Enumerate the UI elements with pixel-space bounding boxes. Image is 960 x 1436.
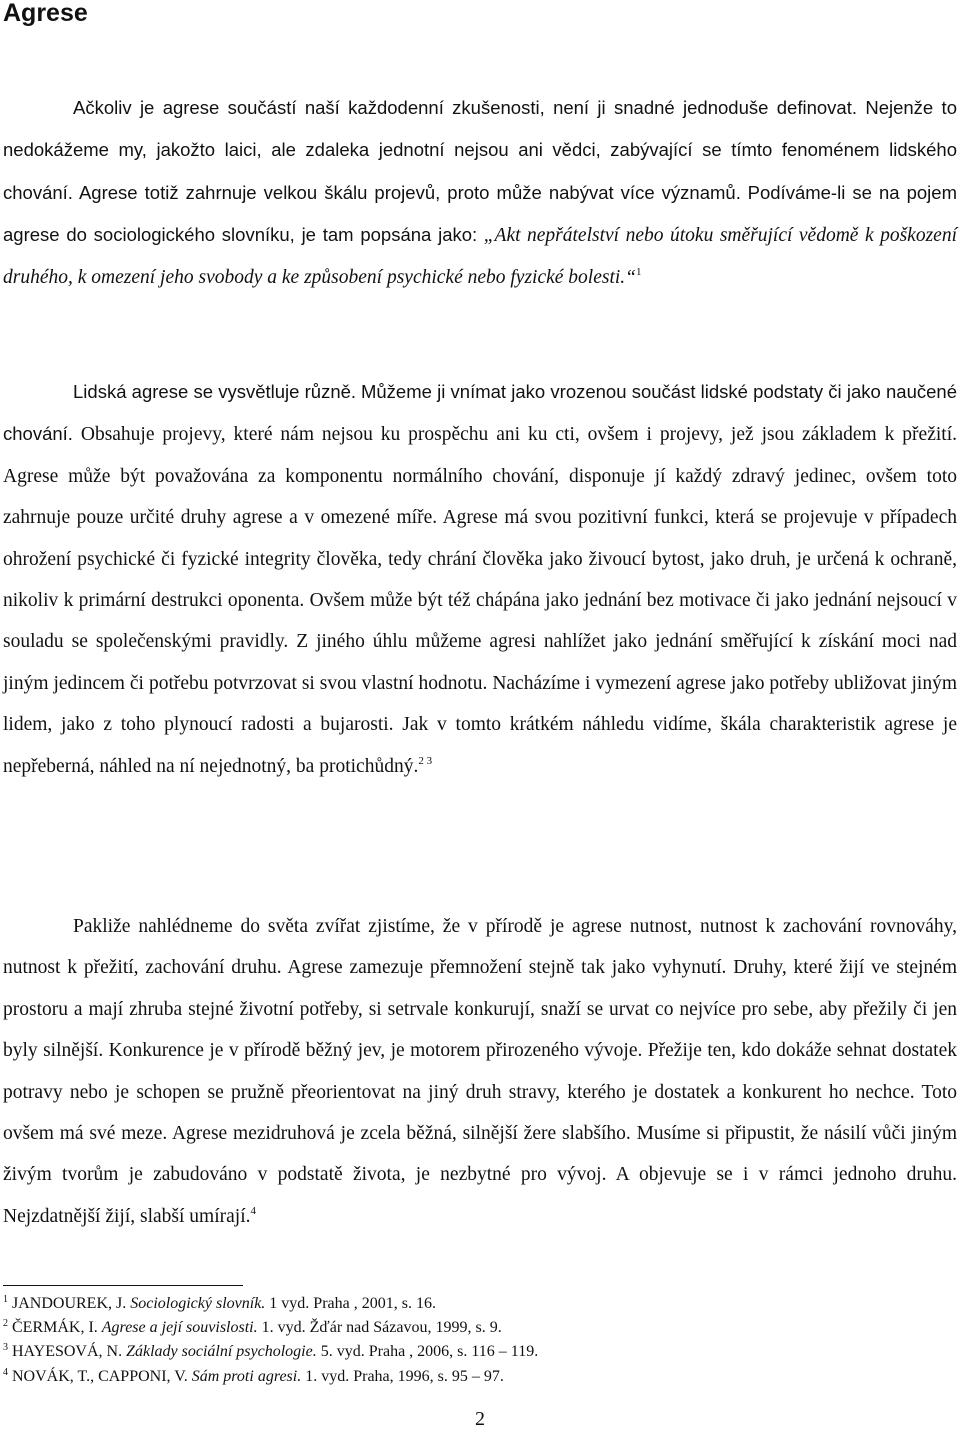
footnote-title: Sociologický slovník.: [130, 1295, 266, 1312]
footnote-item: [3, 1292, 903, 1316]
footnote-publication: 1. vyd. Praha, 1996, s. 95 – 97.: [305, 1367, 504, 1385]
paragraph-text: Lidská agrese se vysvětluje různě.: [73, 381, 357, 402]
page-title: Agrese: [3, 0, 88, 27]
footnote-ref: 4: [250, 1204, 256, 1217]
quote-text: „Akt nepřátelství nebo útoku směřující vědomě k poškození druhého, k omezení jeho svobody a ke způsobení psychické nebo fyzické bolesti.“: [3, 225, 958, 288]
paragraph-text: Můžeme ji vnímat jako vrozenou součást lidské podstaty či jako naučené chování.: [3, 381, 957, 445]
footnote-author: ČERMÁK, I.: [12, 1319, 98, 1337]
paragraph-animals: [3, 906, 957, 1237]
footnote-publication: 1 vyd. Praha , 2001, s. 16.: [269, 1295, 436, 1312]
paragraph-text: Podíváme-li se na pojem agrese do sociologického slovníku, je tam popsána jako:: [3, 181, 957, 246]
footnote-publication: 5. vyd. Praha , 2006, s. 116 – 119.: [320, 1343, 539, 1361]
footnote-ref: 2 3: [418, 754, 433, 767]
footnote-item: [3, 1365, 903, 1389]
footnote-item: [3, 1316, 903, 1340]
footnote-title: Agrese a její souvislosti.: [101, 1319, 258, 1337]
paragraph-text: Obsahuje projevy, které nám nejsou ku prospěchu ani ku cti, ovšem i projevy, jež jsou základem k přežití. Agrese může být považována za komponentu normálního chování, disponuje jí každý zdravý jedinec, ovšem toto zahrnuje pouze určité druhy agrese a v omezené míře. Agrese má svou pozitivní funkci, která se projevuje v případech ohrožení psychické či fyzické integrity člověka, tedy chrání člověka jako živoucí bytost, jako druh, je určená k ochraně, nikoliv k primární destrukci oponenta. Ovšem může být též chápána jako jednání bez motivace či jako jednání nejsoucí v souladu se společenskými pravidly. Z jiného úhlu můžeme agresi nahlížet jako jednání směřující k získání moci nad jiným jedincem či potřebu potvrzovat si svou vlastní hodnotu. Nacházíme i vymezení agrese jako potřeby ubližovat jiným lidem, jako z toho plynoucí radosti a bujarosti. Jak v tomto krátkém náhledu vidíme, škála charakteristik agrese je nepřeberná, náhled na ní nejednotný, ba protichůdný.: [3, 424, 957, 777]
footnote-author: NOVÁK, T., CAPPONI, V.: [12, 1367, 188, 1385]
footnote-title: Základy sociální psychologie.: [126, 1343, 317, 1361]
footnote-ref: 1: [636, 265, 642, 278]
footnote-title: Sám proti agresi.: [191, 1367, 302, 1385]
footnote-item: [3, 1340, 903, 1364]
footnotes: [3, 1292, 903, 1389]
footnote-number: 3: [3, 1342, 8, 1354]
paragraph-definition: [3, 87, 957, 298]
footnote-author: HAYESOVÁ, N.: [12, 1343, 123, 1361]
page-number: 2: [475, 1408, 485, 1430]
footnote-publication: 1. vyd. Žďár nad Sázavou, 1999, s. 9.: [261, 1319, 502, 1337]
footnote-separator: [3, 1285, 243, 1286]
paragraph-explanations: [3, 371, 957, 787]
paragraph-text: Pakliže nahlédneme do světa zvířat zjistíme, že v přírodě je agrese nutnost, nutnost k zachování rovnováhy, nutnost k přežití, zachování druhu. Agrese zamezuje přemnožení stejně tak jako vyhynutí. Druhy, které žijí ve stejném prostoru a mají zhruba stejné životní potřeby, si setrvale konkurují, snaží se urvat co nejvíce pro sebe, aby přežily či jen byly silnější. Konkurence je v přírodě běžný jev, je motorem přirozeného vývoje. Přežije ten, kdo dokáže sehnat dostatek potravy nebo je schopen se pružně přeorientovat na jiný druh stravy, kterého je dostatek a konkurent ho nechce. Toto ovšem má své meze. Agrese mezidruhová je zcela běžná, silnější žere slabšího. Musíme si připustit, že násilí vůči jiným živým tvorům je zabudováno v podstatě života, je nezbytné pro vývoj. A objevuje se i v rámci jednoho druhu. Nejzdatnější žijí, slabší umírají.: [3, 916, 957, 1227]
paragraph-text: Ačkoliv je agrese součástí naší každodenní zkušenosti, není ji snadné jednoduše definovat. Nejenže to nedokážeme my, jakožto laici, ale zdaleka jednotní nejsou ani vědci, zabývající se tímto fenoménem lidského chování. Agrese totiž zahrnuje velkou škálu projevů, proto může nabývat více významů.: [3, 97, 957, 203]
footnote-author: JANDOUREK, J.: [12, 1295, 127, 1312]
footnote-number: 1: [3, 1294, 8, 1305]
footnote-number: 2: [3, 1318, 8, 1330]
footnote-number: 4: [3, 1366, 8, 1378]
